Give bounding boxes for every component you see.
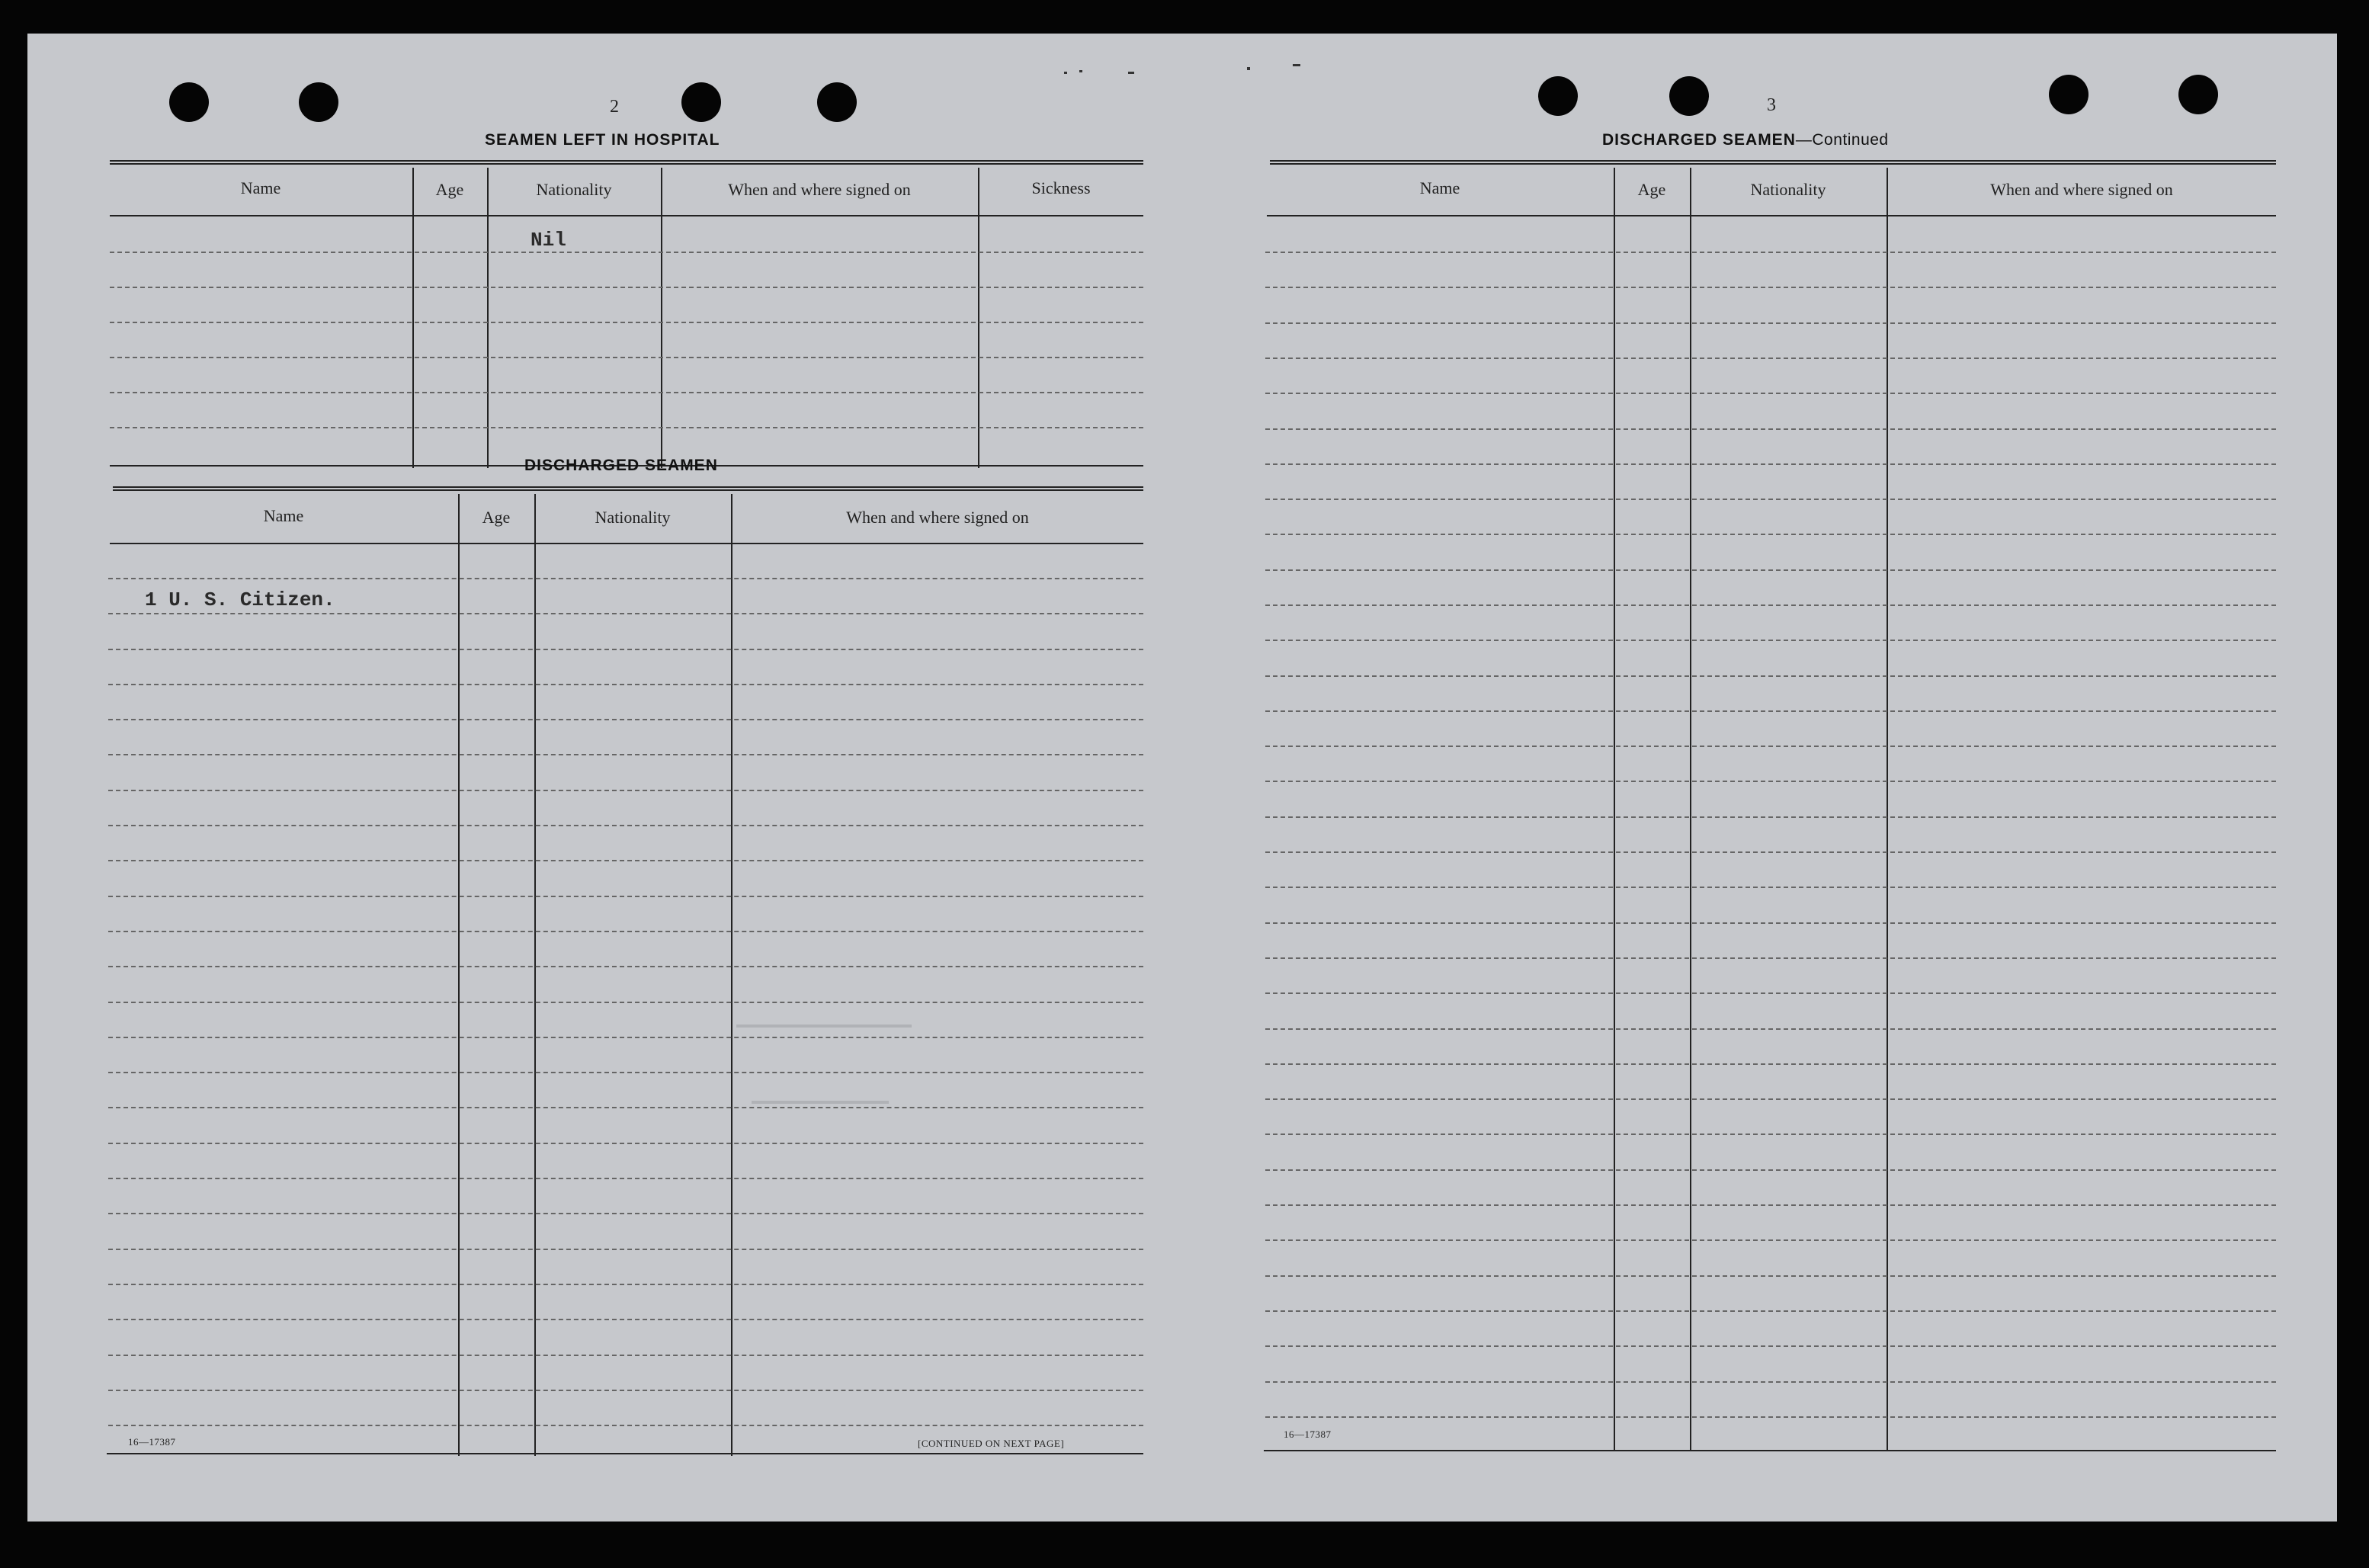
punch-hole [169,82,209,122]
continued-header-nationality: Nationality [1750,180,1826,199]
discharged-header-age: Age [482,508,511,527]
continued-top-rule [1270,160,2276,165]
discharged-header-rule [110,543,1143,544]
table-row-line [1265,1345,2276,1347]
table-row-line [108,860,1143,861]
discharged-col-divider [534,494,536,1456]
punch-hole [2049,75,2089,114]
table-row-line [1265,1098,2276,1100]
table-row-line [108,790,1143,791]
form-number-right: 16—17387 [1284,1429,1332,1440]
table-row-line [108,1143,1143,1144]
table-row-line [108,1178,1143,1179]
punch-hole [1538,76,1578,116]
table-row-line [108,754,1143,755]
table-row-line [1265,1204,2276,1206]
table-row-line [1265,816,2276,818]
table-row-line [108,1249,1143,1250]
table-row-line [1265,781,2276,782]
table-row-line [1265,746,2276,747]
table-row-line [1265,710,2276,712]
page-number-right: 3 [1767,95,1776,115]
hospital-header-age: Age [435,180,464,199]
continued-header-rule [1267,215,2276,216]
discharged-continued-title-main: DISCHARGED SEAMEN [1602,131,1796,149]
table-row-line [108,1319,1143,1320]
faint-stamp-mark [752,1101,889,1104]
form-number-left: 16—17387 [128,1436,176,1448]
table-row-line [1265,887,2276,888]
table-row-line [1265,604,2276,606]
hospital-header-signed-on: When and where signed on [728,180,911,199]
table-row-line [108,1213,1143,1214]
table-row-line [1265,1239,2276,1241]
table-row-line [108,1072,1143,1073]
punch-hole [1669,76,1709,116]
table-row-line [1265,534,2276,535]
table-row-line [1265,1063,2276,1065]
discharged-continued-title-suffix: —Continued [1795,131,1889,149]
table-row-line [1265,252,2276,253]
hospital-col-divider [661,168,662,468]
punch-hole [299,82,338,122]
table-row-line [1265,1310,2276,1312]
discharged-top-rule [113,486,1143,491]
continued-header-name: Name [1419,178,1460,197]
continued-header-age: Age [1637,180,1666,199]
hospital-row-line [110,287,1143,288]
hospital-col-divider [487,168,489,468]
discharged-header-signed-on: When and where signed on [846,508,1029,527]
table-row-line [1265,1275,2276,1277]
table-row-line [1265,640,2276,641]
table-row-line [1265,393,2276,394]
page-number-left: 2 [610,97,619,117]
table-row-line [108,719,1143,720]
ink-speck [1064,72,1067,74]
table-row-line [1265,675,2276,677]
table-row-line [1265,1381,2276,1383]
hospital-col-divider [412,168,414,468]
hospital-header-sickness: Sickness [1031,178,1091,197]
table-row-line [1265,1416,2276,1418]
table-row-line [108,1107,1143,1108]
discharged-header-nationality: Nationality [595,508,671,527]
continued-col-divider [1614,168,1615,1451]
ink-speck [1247,67,1250,70]
table-row-line [108,1037,1143,1038]
document-sheet [27,34,2337,1522]
hospital-entry-nil: Nil [531,229,566,252]
discharged-continued-title [1602,131,1889,149]
table-row-line [108,966,1143,967]
continued-bottom-rule [1264,1450,2276,1451]
hospital-row-line [110,322,1143,323]
hospital-section-title: SEAMEN LEFT IN HOSPITAL [485,131,720,149]
discharged-col-divider [458,494,460,1456]
table-row-line [108,578,1143,579]
hospital-header-name: Name [240,178,281,197]
table-row-line [1265,992,2276,994]
punch-hole [681,82,721,122]
discharged-header-name: Name [263,506,304,525]
hospital-header-nationality: Nationality [536,180,612,199]
table-row-line [108,896,1143,897]
table-row-line [1265,499,2276,500]
hospital-header-rule [110,215,1143,216]
discharged-entry-us-citizen: 1 U. S. Citizen. [145,588,335,611]
ink-speck [1293,64,1300,66]
hospital-row-line [110,392,1143,393]
table-row-line [108,825,1143,826]
table-row-line [1265,463,2276,465]
discharged-section-title: DISCHARGED SEAMEN [524,457,718,474]
table-row-line [108,1284,1143,1285]
table-row-line [108,1002,1143,1003]
continued-col-divider [1887,168,1888,1451]
table-row-line [1265,957,2276,959]
table-row-line [1265,922,2276,924]
hospital-col-divider [978,168,979,468]
table-row-line [108,931,1143,932]
continued-col-divider [1690,168,1691,1451]
hospital-row-line [110,427,1143,428]
hospital-top-rule [110,160,1143,165]
continued-note: [CONTINUED ON NEXT PAGE] [918,1438,1065,1449]
table-row-line [108,1425,1143,1426]
table-row-line [1265,358,2276,359]
table-row-line [1265,428,2276,430]
ink-speck [1079,70,1082,72]
table-row-line [108,649,1143,650]
hospital-row-line [110,357,1143,358]
table-row-line [108,684,1143,685]
discharged-bottom-rule [107,1453,1143,1454]
continued-header-signed-on: When and where signed on [1990,180,2173,199]
table-row-line [108,1355,1143,1356]
table-row-line [1265,322,2276,324]
hospital-row-line [110,252,1143,253]
table-row-line [1265,1134,2276,1135]
table-row-line [108,1390,1143,1391]
table-row-line [1265,1169,2276,1171]
table-row-line [108,613,1143,614]
ink-speck [1128,72,1134,74]
discharged-col-divider [731,494,732,1456]
table-row-line [1265,851,2276,853]
table-row-line [1265,287,2276,288]
punch-hole [2178,75,2218,114]
table-row-line [1265,569,2276,571]
punch-hole [817,82,857,122]
faint-stamp-mark [736,1024,912,1028]
table-row-line [1265,1028,2276,1030]
